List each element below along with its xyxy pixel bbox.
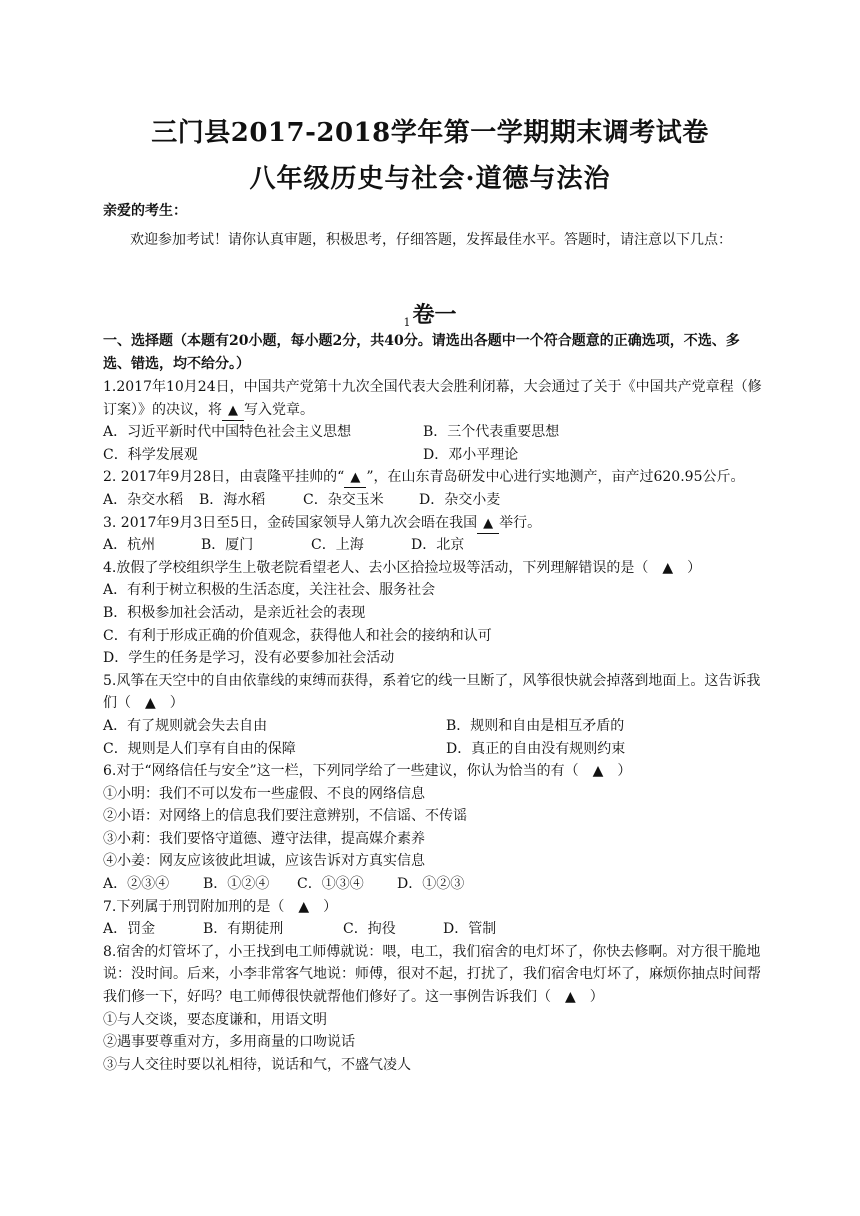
option-a: A．罚金 <box>103 921 156 938</box>
option-b: B．海水稻 <box>199 491 266 508</box>
greeting: 亲爱的考生： <box>103 203 187 219</box>
section-title: 卷一 <box>412 302 457 328</box>
section-number: 1 <box>403 316 411 329</box>
option-b: B．规则和自由是相互矛盾的 <box>446 717 625 734</box>
option-a: A．习近平新时代中国特色社会主义思想 <box>103 424 352 441</box>
question-3-options <box>103 534 763 557</box>
option-a: A．杂交水稻 <box>103 491 184 508</box>
question-5: 5.风筝在天空中的自由依靠线的束缚而获得，系着它的线一旦断了，风筝很快就会掉落到地面上。这告诉我们（ ▲ ） <box>103 672 761 712</box>
option-d: D．真正的自由没有规则约束 <box>446 740 626 757</box>
option-a: A．②③④ <box>103 876 170 893</box>
option-c: C．有利于形成正确的价值观念，获得他人和社会的接纳和认可 <box>103 627 492 644</box>
statement-3: ③小莉：我们要恪守道德、遵守法律，提高媒介素养 <box>103 830 425 847</box>
option-b: B．三个代表重要思想 <box>423 424 560 441</box>
option-b: B．积极参加社会活动，是亲近社会的表现 <box>103 604 366 621</box>
option-c: C．科学发展观 <box>103 446 198 463</box>
part1-instructions: 一、选择题（本题有20小题，每小题2分，共40分。请选出各题中一个符合题意的正确选项，不选、多选、错选，均不给分。） <box>103 333 740 372</box>
question-1-stem-pre: 1.2017年10月24日，中国共产党第十九次全国代表大会胜利闭幕，大会通过了关于《中国共产党章程（修订案）》的决议，将 <box>103 379 762 418</box>
option-d: D．①②③ <box>397 876 465 893</box>
option-c: C．规则是人们享有自由的保障 <box>103 740 296 757</box>
question-list <box>103 330 763 1076</box>
question-2-options <box>103 489 763 512</box>
option-d: D．学生的任务是学习，没有必要参加社会活动 <box>103 650 395 667</box>
question-3 <box>103 512 763 535</box>
intro-paragraph: 欢迎参加考试！请你认真审题，积极思考，仔细答题，发挥最佳水平。答题时，请注意以下几点： <box>130 232 732 248</box>
exam-title: 三门县2017-2018学年第一学期期末调考试卷 <box>151 118 709 148</box>
option-c: C．杂交玉米 <box>303 491 384 508</box>
answer-blank: ▲ <box>222 401 244 421</box>
question-3-stem-pre: 3. 2017年9月3日至5日，金砖国家领导人第九次会晤在我国 <box>103 514 478 531</box>
statement-1: ①与人交谈，要态度谦和，用语文明 <box>103 1011 327 1028</box>
question-2-stem-post: ”，在山东青岛研发中心进行实地测产，亩产过620.95公斤。 <box>366 469 745 486</box>
question-7-options <box>103 918 763 941</box>
option-d: D．北京 <box>411 537 465 554</box>
option-d: D．杂交小麦 <box>419 491 501 508</box>
answer-blank: ▲ <box>477 514 499 534</box>
option-d: D．邓小平理论 <box>423 446 519 463</box>
option-a: A．杭州 <box>103 537 156 554</box>
question-1-stem-post: 写入党章。 <box>244 401 314 418</box>
statement-2: ②遇事要尊重对方，多用商量的口吻说话 <box>103 1034 355 1051</box>
option-b: B．①②④ <box>203 876 270 893</box>
option-a: A．有了规则就会失去自由 <box>103 717 268 734</box>
question-4: 4.放假了学校组织学生上敬老院看望老人、去小区拾捡垃圾等活动，下列理解错误的是（ ▲ ） <box>103 559 702 576</box>
option-c: C．上海 <box>311 537 364 554</box>
question-2-stem-pre: 2. 2017年9月28日，由袁隆平挂帅的“ <box>103 469 345 486</box>
option-a: A．有利于树立积极的生活态度，关注社会、服务社会 <box>103 582 436 599</box>
statement-1: ①小明：我们不可以发布一些虚假、不良的网络信息 <box>103 785 425 802</box>
exam-subtitle: 八年级历史与社会·道德与法治 <box>249 164 611 194</box>
question-5-options-row2 <box>103 738 763 761</box>
answer-blank: ▲ <box>344 468 366 488</box>
question-1-options-row1 <box>103 421 763 444</box>
option-c: C．①③④ <box>297 876 364 893</box>
question-7: 7.下列属于刑罚附加刑的是（ ▲ ） <box>103 898 338 915</box>
statement-3: ③与人交往时要以礼相待，说话和气，不盛气凌人 <box>103 1056 411 1073</box>
statement-2: ②小语：对网络上的信息我们要注意辨别，不信谣、不传谣 <box>103 808 467 825</box>
question-1-options-row2 <box>103 444 763 467</box>
question-8: 8.宿舍的灯管坏了，小王找到电工师傅就说：喂，电工，我们宿舍的电灯坏了，你快去修啊。对方很干脆地说：没时间。后来，小李非常客气地说：师傅，很对不起，打扰了，我们宿舍电灯坏了，麻烦你抽点时间帮我们修一下，好吗？电工师傅很快就帮他们修好了。这一事例告诉我们（ ▲ ） <box>103 943 761 1006</box>
section-heading <box>0 298 860 329</box>
question-3-stem-post: 举行。 <box>499 514 542 531</box>
question-5-options-row1 <box>103 715 763 738</box>
question-6: 6.对于“网络信任与安全”这一栏，下列同学给了一些建议，你认为恰当的有（ ▲ ） <box>103 763 632 780</box>
statement-4: ④小姜：网友应该彼此坦诚，应该告诉对方真实信息 <box>103 853 425 870</box>
question-1 <box>103 376 763 421</box>
option-d: D．管制 <box>443 921 497 938</box>
option-b: B．有期徒刑 <box>203 921 284 938</box>
option-c: C．拘役 <box>343 921 396 938</box>
question-6-options <box>103 873 763 896</box>
question-2 <box>103 466 763 489</box>
option-b: B．厦门 <box>201 537 254 554</box>
